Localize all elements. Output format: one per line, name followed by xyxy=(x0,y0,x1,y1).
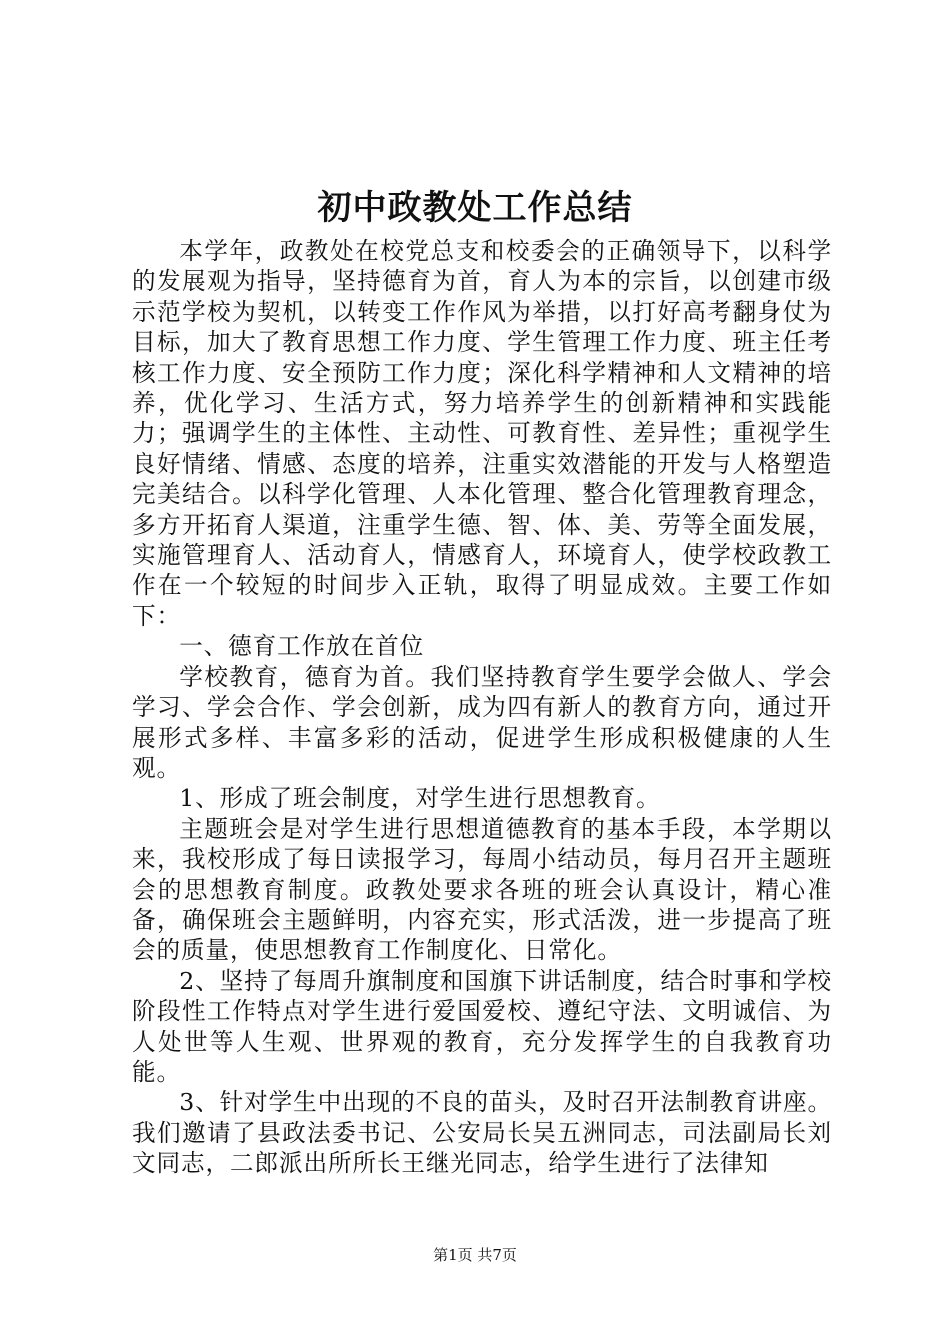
paragraph-class-meeting: 主题班会是对学生进行思想道德教育的基本手段，本学期以来，我校形成了每日读报学习，每周小结动员，每月召开主题班会的思想教育制度。政教处要求各班的班会认真设计，精心准备，确保班会主题鲜明，内容充实，形式活泼，进一步提高了班会的质量，使思想教育工作制度化、日常化。 xyxy=(132,814,832,965)
page-number-footer: 第1页 共7页 xyxy=(433,1246,517,1264)
list-item-flag-raising: 2、坚持了每周升旗制度和国旗下讲话制度，结合时事和学校阶段性工作特点对学生进行爱国爱校、遵纪守法、文明诚信、为人处世等人生观、世界观的教育，充分发挥学生的自我教育功能。 xyxy=(132,966,832,1086)
document-body xyxy=(132,236,832,1179)
document-title: 初中政教处工作总结 xyxy=(317,188,633,228)
paragraph-moral-education: 学校教育，德育为首。我们坚持教育学生要学会做人、学会学习、学会合作、学会创新，成为四有新人的教育方向，通过开展形式多样、丰富多彩的活动，促进学生形成积极健康的人生观。 xyxy=(132,662,832,782)
list-item-class-meeting: 1、形成了班会制度，对学生进行思想教育。 xyxy=(179,784,661,813)
paragraph-intro: 本学年，政教处在校党总支和校委会的正确领导下，以科学的发展观为指导，坚持德育为首，育人为本的宗旨，以创建市级示范学校为契机，以转变工作作风为举措，以打好高考翻身仗为目标，加大了教育思想工作力度、学生管理工作力度、班主任考核工作力度、安全预防工作力度；深化科学精神和人文精神的培养，优化学习、生活方式，努力培养学生的创新精神和实践能力；强调学生的主体性、主动性、可教育性、差异性；重视学生良好情绪、情感、态度的培养，注重实效潜能的开发与人格塑造完美结合。以科学化管理、人本化管理、整合化管理教育理念，多方开拓育人渠道，注重学生德、智、体、美、劳等全面发展，实施管理育人、活动育人，情感育人，环境育人，使学校政教工作在一个较短的时间步入正轨，取得了明显成效。主要工作如下： xyxy=(132,237,832,630)
list-item-legal-education: 3、针对学生中出现的不良的苗头，及时召开法制教育讲座。我们邀请了县政法委书记、公安局长吴五洲同志，司法副局长刘文同志，二郎派出所所长王继光同志，给学生进行了法律知 xyxy=(132,1088,832,1178)
section-heading-moral-education: 一、德育工作放在首位 xyxy=(179,632,425,661)
